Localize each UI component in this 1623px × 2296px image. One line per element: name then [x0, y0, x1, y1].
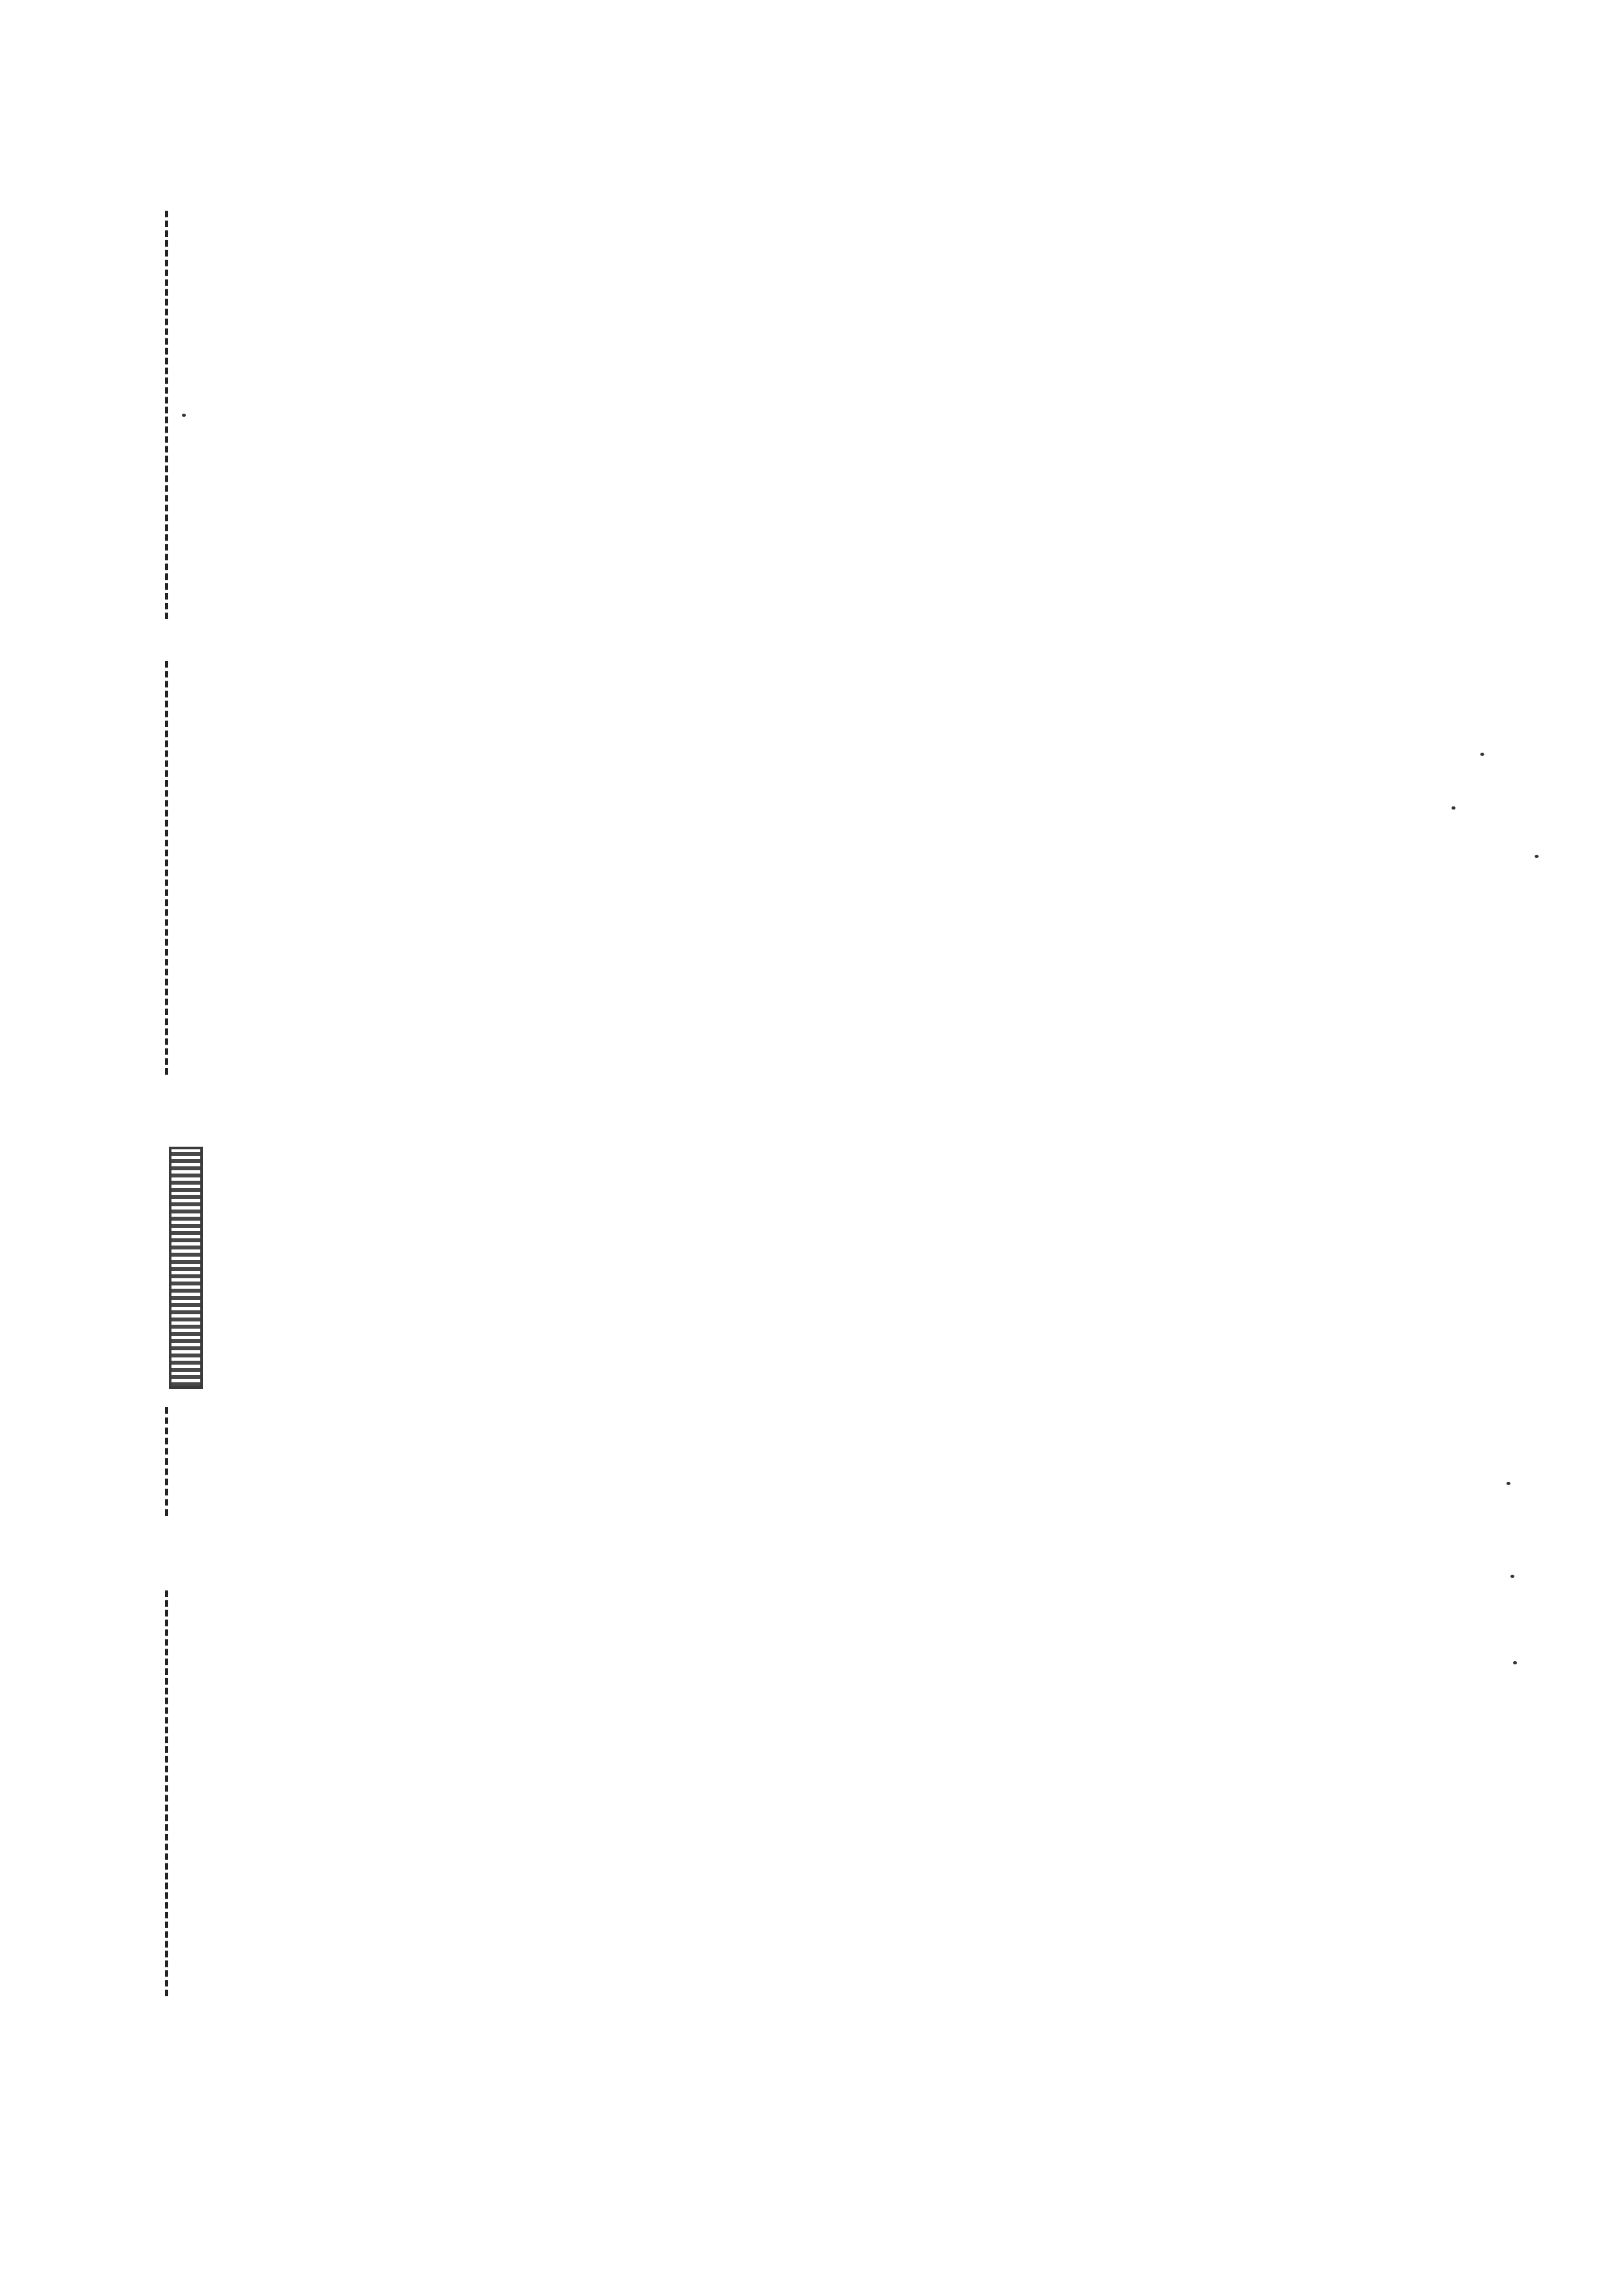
- scan-speck: [1510, 1575, 1514, 1578]
- scan-speck: [182, 414, 186, 417]
- binding-line-segment: [165, 1590, 168, 1996]
- scan-speck: [1513, 1661, 1517, 1664]
- scan-speck: [1452, 806, 1455, 810]
- binding-seal-stamp: [169, 1147, 203, 1389]
- scan-speck: [1535, 855, 1539, 858]
- binding-line-segment: [165, 211, 168, 619]
- scan-speck: [1507, 1482, 1510, 1485]
- binding-line-segment: [165, 1407, 168, 1516]
- binding-line-segment: [165, 661, 168, 1075]
- scan-speck: [1480, 753, 1484, 756]
